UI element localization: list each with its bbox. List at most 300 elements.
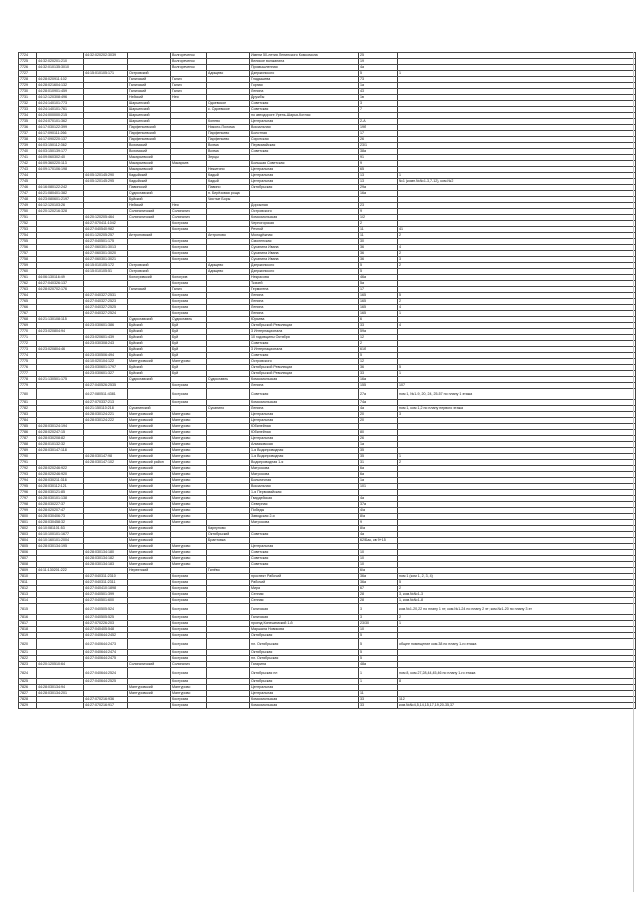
city-cell: Кострома xyxy=(171,604,207,615)
house-cell: 7 xyxy=(359,107,398,113)
street-cell: Северная xyxy=(250,502,359,508)
street-cell: Юбилейная xyxy=(250,430,359,436)
row-number: 7732 xyxy=(19,101,37,107)
row-number: 7737 xyxy=(19,131,37,137)
house-cell: 12 xyxy=(359,335,398,341)
district-cell: Вохомский xyxy=(128,149,171,155)
settlement-cell: Сусанино xyxy=(207,406,250,412)
row-number: 7780 xyxy=(19,389,37,400)
parcel-number xyxy=(37,639,84,650)
district-cell: Парфеньевский xyxy=(128,137,171,143)
row-number: 7796 xyxy=(19,490,37,496)
district-cell: Нейский xyxy=(128,203,171,209)
house-cell: 36а xyxy=(359,580,398,586)
house-cell: 9 xyxy=(359,209,398,215)
parcel-number: 44:24:140101:761 xyxy=(37,107,84,113)
street-cell: пл. Октябрьская xyxy=(250,639,359,650)
row-number: 7735 xyxy=(19,119,37,125)
row-number: 7760 xyxy=(19,269,37,275)
city-cell: Мантурово xyxy=(171,472,207,478)
parcel-number: 44:09:170106:198 xyxy=(37,167,84,173)
district-cell xyxy=(128,389,171,400)
building-number: 44:23:030601:1797 xyxy=(84,365,128,371)
house-cell: 10 xyxy=(359,562,398,568)
city-cell: Мантурово xyxy=(171,442,207,448)
settlement-cell: Конево xyxy=(207,119,250,125)
city-cell: Нея xyxy=(171,203,207,209)
premises-cell: 8 xyxy=(398,679,636,685)
row-number: 7726 xyxy=(19,65,37,71)
house-cell: 8/а xyxy=(359,514,398,520)
city-cell: Мантурово xyxy=(171,454,207,460)
row-number: 7818 xyxy=(19,627,37,633)
street-cell: Дружбы xyxy=(250,95,359,101)
house-cell: 33 xyxy=(359,703,398,709)
settlement-cell: Нежитино xyxy=(207,167,250,173)
street-cell: Рабочий xyxy=(250,580,359,586)
parcel-number: 44:32:010135:3010 xyxy=(37,65,84,71)
district-cell: Мантуровский xyxy=(128,436,171,442)
parcel-number: 44:28:030406:73 xyxy=(37,514,84,520)
building-number: 44:27:040644:2525 xyxy=(84,679,128,685)
settlement-cell: Вохма xyxy=(207,149,250,155)
row-number: 7820 xyxy=(19,639,37,650)
street-cell: Сусанина Ивана xyxy=(250,251,359,257)
house-cell: 10 xyxy=(359,550,398,556)
row-number: 7825 xyxy=(19,679,37,685)
row-number: 7755 xyxy=(19,239,37,245)
city-cell: Кострома xyxy=(171,633,207,639)
row-number: 7828 xyxy=(19,697,37,703)
house-cell: 28 xyxy=(359,598,398,604)
building-number: 44:27:040540:982 xyxy=(84,227,128,233)
city-cell: Мантурово xyxy=(171,359,207,365)
house-cell: 46а xyxy=(359,275,398,281)
house-cell: 65 xyxy=(359,167,398,173)
street-cell: Советская xyxy=(250,556,359,562)
city-cell: Кострома xyxy=(171,227,207,233)
row-number: 7781 xyxy=(19,400,37,406)
row-number: 7803 xyxy=(19,532,37,538)
settlement-cell: Октябрьский xyxy=(207,532,250,538)
house-cell: 6а xyxy=(359,472,398,478)
street-cell: Ленина xyxy=(250,305,359,311)
house-cell: 35 xyxy=(359,454,398,460)
premises-cell: пом 1, ком 1,2 по плану первого этажа xyxy=(398,406,636,412)
house-cell: 2 xyxy=(359,221,398,227)
city-cell: Волгореченск xyxy=(171,53,207,59)
house-cell: 5 xyxy=(359,656,398,662)
row-number: 7768 xyxy=(19,317,37,323)
row-number: 7727 xyxy=(19,71,37,77)
row-number: 7746 xyxy=(19,185,37,191)
house-cell: 3 xyxy=(359,604,398,615)
building-number: 44:27:040501:600 xyxy=(84,598,128,604)
house-cell: 1 xyxy=(359,668,398,679)
street-cell: Матросова xyxy=(250,466,359,472)
building-number: 44:23:030601:327 xyxy=(84,371,128,377)
district-cell xyxy=(128,639,171,650)
building-number: 44:27:060301:3021 xyxy=(84,257,128,263)
district-cell: Буйский xyxy=(128,335,171,341)
house-cell: 1а xyxy=(359,478,398,484)
row-number: 7741 xyxy=(19,155,37,161)
row-number: 7775 xyxy=(19,359,37,365)
city-cell: Кострома xyxy=(171,679,207,685)
street-cell: Центральная xyxy=(250,544,359,550)
parcel-number: 44:28:030134:94 xyxy=(37,685,84,691)
district-cell: Мантуровский xyxy=(128,508,171,514)
city-cell: Кострома xyxy=(171,299,207,305)
street-cell: Гладышева xyxy=(250,77,359,83)
parcel-number xyxy=(37,668,84,679)
street-cell: Ленина xyxy=(250,89,359,95)
city-cell: Буй xyxy=(171,341,207,347)
house-cell: 91 xyxy=(359,155,398,161)
premises-cell: 107 xyxy=(398,383,636,389)
city-cell: Мантурово xyxy=(171,514,207,520)
house-cell: 4а xyxy=(359,406,398,412)
city-cell: Кострома xyxy=(171,621,207,627)
settlement-cell: Карпуново xyxy=(207,526,250,532)
settlement-cell: Адищево xyxy=(207,71,250,77)
parcel-number: 44:28:030124:194 xyxy=(37,424,84,430)
parcel-number: 44:28:020246:922 xyxy=(37,466,84,472)
street-cell: Центральная xyxy=(250,119,359,125)
district-cell: Буйский xyxy=(128,329,171,335)
row-number: 7742 xyxy=(19,161,37,167)
street-cell: Речной xyxy=(250,227,359,233)
district-cell xyxy=(128,703,171,709)
building-number: 44:23:030601:386 xyxy=(84,323,128,329)
row-number: 7739 xyxy=(19,143,37,149)
row-number: 7824 xyxy=(19,668,37,679)
street-cell: Советская xyxy=(250,101,359,107)
premises-cell: 2 xyxy=(398,251,636,257)
district-cell: Кологривский xyxy=(128,275,171,281)
row-number: 7751 xyxy=(19,215,37,221)
house-cell: 20 xyxy=(359,418,398,424)
street-cell: Маршала Новикова xyxy=(250,627,359,633)
street-cell: Центральная xyxy=(250,167,359,173)
building-number: 44:28:030134:180 xyxy=(84,550,128,556)
street-cell: Матросова xyxy=(250,472,359,478)
building-number: 44:23:030506:494 xyxy=(84,353,128,359)
street-cell: Дзержинского xyxy=(250,71,359,77)
house-cell: 5 xyxy=(359,263,398,269)
house-cell: 4а xyxy=(359,532,398,538)
premises-cell: 4 xyxy=(398,323,636,329)
settlement-cell: Зерцы xyxy=(207,155,250,161)
district-cell: Мантуровский xyxy=(128,691,171,697)
row-number: 7758 xyxy=(19,257,37,263)
district-cell: Мантуровский xyxy=(128,685,171,691)
street-cell: Советская xyxy=(250,353,359,359)
row-number: 7740 xyxy=(19,149,37,155)
district-cell: Судиславский xyxy=(128,317,171,323)
row-number: 7724 xyxy=(19,53,37,59)
district-cell: Мантуровский xyxy=(128,550,171,556)
house-cell: 1а xyxy=(359,442,398,448)
settlement-cell: Парфеньево xyxy=(207,131,250,137)
row-number: 7790 xyxy=(19,454,37,460)
parcel-number: 44:21:130501:175 xyxy=(37,377,84,383)
street-cell: Дорожная xyxy=(250,203,359,209)
city-cell: Мантурово xyxy=(171,691,207,697)
parcel-number: 44:28:030208:82 xyxy=(37,436,84,442)
parcel-number: 44:27:040326:137 xyxy=(37,281,84,287)
scan-margin-line xyxy=(633,52,634,892)
row-number: 7815 xyxy=(19,604,37,615)
row-number: 7813 xyxy=(19,592,37,598)
premises-cell: 3 xyxy=(398,412,636,418)
street-cell: Великое волжанина xyxy=(250,59,359,65)
street-cell: пл. Октябрьская xyxy=(250,656,359,662)
building-number: 44:27:040505:525 xyxy=(84,615,128,621)
row-number: 7738 xyxy=(19,137,37,143)
settlement-cell: Парфеньево xyxy=(207,137,250,143)
house-cell: 165 xyxy=(359,299,398,305)
street-cell: Комсомольская xyxy=(250,377,359,383)
district-cell: Мантуровский xyxy=(128,359,171,365)
street-cell: Дзержинского xyxy=(250,269,359,275)
house-cell: 67 xyxy=(359,586,398,592)
parcel-number: 44:32:020201:210 xyxy=(37,59,84,65)
row-number: 7774 xyxy=(19,353,37,359)
city-cell: Волгореченск xyxy=(171,65,207,71)
building-number: 44:27:070216:917 xyxy=(84,703,128,709)
district-cell: Буйский xyxy=(128,323,171,329)
street-cell: Ленина xyxy=(250,383,359,389)
house-cell: 19б xyxy=(359,125,398,131)
parcel-number: 44:10:100101:1677 xyxy=(37,532,84,538)
street-cell: Водопроводная 1-я xyxy=(250,460,359,466)
settlement-cell xyxy=(207,389,250,400)
district-cell: Мантуровский xyxy=(128,454,171,460)
city-cell: Кострома xyxy=(171,257,207,263)
street-cell: Советская xyxy=(250,149,359,155)
district-cell: Мантуровский xyxy=(128,484,171,490)
premises-cell: 3, ком.№№1-3 xyxy=(398,592,636,598)
row-number: 7728 xyxy=(19,77,37,83)
city-cell: Нея xyxy=(171,95,207,101)
parcel-number: 44:28:030134:195 xyxy=(37,544,84,550)
street-cell: Черногорская xyxy=(250,221,359,227)
premises-cell: 2 xyxy=(398,263,636,269)
city-cell: Мантурово xyxy=(171,466,207,472)
row-number: 7770 xyxy=(19,329,37,335)
street-cell: 1-я Водопроводная xyxy=(250,454,359,460)
district-cell xyxy=(128,604,171,615)
parcel-number: 44:28:021604:132 xyxy=(37,83,84,89)
row-number: 7763 xyxy=(19,287,37,293)
street-cell: Мира xyxy=(250,586,359,592)
row-number: 7782 xyxy=(19,406,37,412)
house-cell: 5 xyxy=(359,633,398,639)
city-cell: Кострома xyxy=(171,239,207,245)
premises-cell: 1 xyxy=(398,371,636,377)
city-cell: Кострома xyxy=(171,293,207,299)
district-cell: Макарьевский xyxy=(128,167,171,173)
house-cell: 16а xyxy=(359,191,398,197)
row-number: 7750 xyxy=(19,209,37,215)
row-number: 7777 xyxy=(19,371,37,377)
row-number: 7789 xyxy=(19,448,37,454)
building-number: 44:05:120145:290 xyxy=(84,173,128,179)
building-number: 44:27:040327:2523 xyxy=(84,299,128,305)
house-cell: 33 xyxy=(359,697,398,703)
street-cell: Юбилейная xyxy=(250,424,359,430)
house-cell: 38а xyxy=(359,149,398,155)
house-cell: 10 xyxy=(359,556,398,562)
house-cell: 1/2 xyxy=(359,215,398,221)
district-cell: Мантуровский район xyxy=(128,460,171,466)
parcel-number: 44:17:030122:399 xyxy=(37,125,84,131)
building-number: 44:15:010105:51 xyxy=(84,269,128,275)
city-cell: Мантурово xyxy=(171,424,207,430)
district-cell: Галичский xyxy=(128,287,171,293)
premises-cell: 112 xyxy=(398,697,636,703)
parcel-number: 44:28:030134:201 xyxy=(37,691,84,697)
house-cell: 59а xyxy=(359,329,398,335)
row-number: 7792 xyxy=(19,466,37,472)
city-cell: Мантурово xyxy=(171,556,207,562)
house-cell: 20 xyxy=(359,412,398,418)
house-cell: 3 xyxy=(359,615,398,621)
premises-cell: 2 xyxy=(398,299,636,305)
parcel-number: 44:28:020911:102 xyxy=(37,77,84,83)
district-cell: Вохомский xyxy=(128,143,171,149)
district-cell: Мантуровский xyxy=(128,448,171,454)
district-cell: Буйский xyxy=(128,353,171,359)
building-number: 44:10:020104:122 xyxy=(84,359,128,365)
parcel-number: 44:17:090111:266 xyxy=(37,131,84,137)
house-cell: 37а xyxy=(359,502,398,508)
parcel-number: 44:24:070101:362 xyxy=(37,119,84,125)
premises-cell: ком.№1-20,22 по плану 1 эт; ком.№1-24 по плану 2 эт; ком.№1-20 по плану 3 эт xyxy=(398,604,636,615)
house-cell: 3 xyxy=(359,101,398,107)
premises-cell: 4 xyxy=(398,305,636,311)
settlement-cell: Кадый xyxy=(207,173,250,179)
parcel-number xyxy=(37,604,84,615)
city-cell: Кострома xyxy=(171,627,207,633)
street-cell: проезд Кинешемский 1-й xyxy=(250,621,359,627)
parcel-number: 44:20:120510:64 xyxy=(37,662,84,668)
house-cell: 23/30 xyxy=(359,621,398,627)
city-cell: Кологрив xyxy=(171,275,207,281)
street-cell: Большая Советская xyxy=(250,161,359,167)
row-number: 7773 xyxy=(19,347,37,353)
settlement-cell xyxy=(207,703,250,709)
house-cell: 155 xyxy=(359,383,398,389)
street-cell: Алмазовская xyxy=(250,442,359,448)
district-cell: Макарьевский xyxy=(128,155,171,161)
house-cell: 80 xyxy=(359,430,398,436)
district-cell: Буйский xyxy=(128,341,171,347)
street-cell: Центральная xyxy=(250,691,359,697)
street-cell: по автодороге Урень-Шарья-Котлас xyxy=(250,113,359,119)
city-cell: Кострома xyxy=(171,656,207,662)
building-number: 44:27:040644:2474 xyxy=(84,650,128,656)
street-cell: Комсомольская xyxy=(250,697,359,703)
street-cell: Ленина xyxy=(250,299,359,305)
row-number: 7821 xyxy=(19,650,37,656)
building-number: 44:27:040644:2475 xyxy=(84,656,128,662)
house-cell: 36 xyxy=(359,245,398,251)
district-cell: Мантуровский xyxy=(128,544,171,550)
city-cell: Солигалич xyxy=(171,662,207,668)
city-cell: Кострома xyxy=(171,245,207,251)
house-cell: 23/1 xyxy=(359,143,398,149)
parcel-number: 44:10:081101:53 xyxy=(37,526,84,532)
city-cell: Волгореченск xyxy=(171,59,207,65)
building-number: 44:01:120205:257 xyxy=(84,233,128,239)
street-cell: 10 годовщины Октября xyxy=(250,335,359,341)
parcel-number: 44:09:360220:113 xyxy=(37,161,84,167)
table-row xyxy=(19,668,636,679)
district-cell: Кадыйский xyxy=(128,173,171,179)
street-cell: Центральная xyxy=(250,179,359,185)
street-cell: Болотная xyxy=(250,131,359,137)
parcel-number: 44:17:090220:137 xyxy=(37,137,84,143)
premises-cell: 1 xyxy=(398,454,636,460)
city-cell: Кострома xyxy=(171,574,207,580)
premises-cell: пом 8, ком.27,28,44,45,46 по плану 1-го этажа xyxy=(398,668,636,679)
street-cell: Центральная xyxy=(250,436,359,442)
premises-cell: 2 xyxy=(398,233,636,239)
house-cell: 17 xyxy=(359,131,398,137)
district-cell: Нерехтский xyxy=(128,568,171,574)
house-cell: 2 xyxy=(359,341,398,347)
city-cell: Солигалич xyxy=(171,215,207,221)
row-number: 7747 xyxy=(19,191,37,197)
house-cell: 5а xyxy=(359,281,398,287)
street-cell: Островского xyxy=(250,209,359,215)
building-number: 44:27:040311:2310 xyxy=(84,574,128,580)
row-number: 7826 xyxy=(19,685,37,691)
street-cell: Галичская xyxy=(250,615,359,621)
street-cell: Ленина xyxy=(250,311,359,317)
street-cell: Смоленская xyxy=(250,239,359,245)
settlement-cell: Кадый xyxy=(207,179,250,185)
street-cell: 1-я Водопроводная xyxy=(250,448,359,454)
district-cell: Павинский xyxy=(128,185,171,191)
city-cell: Мантурово xyxy=(171,544,207,550)
district-cell: Мантуровский xyxy=(128,478,171,484)
settlement-cell: Одоевское xyxy=(207,101,250,107)
district-cell: Мантуровский xyxy=(128,538,171,544)
parcel-number: 44:28:030101:138 xyxy=(37,496,84,502)
row-number: 7822 xyxy=(19,656,37,662)
premises-cell: 1 xyxy=(398,71,636,77)
district-cell: Мантуровский xyxy=(128,424,171,430)
settlement-cell xyxy=(207,604,250,615)
row-number: 7800 xyxy=(19,514,37,520)
building-number: 44:32:020202:3039 xyxy=(84,53,128,59)
settlement-cell: Брантовка xyxy=(207,538,250,544)
house-cell: 1в xyxy=(359,95,398,101)
city-cell: Мантурово xyxy=(171,412,207,418)
settlement-cell: Гилёво xyxy=(207,568,250,574)
city-cell: Кострома xyxy=(171,586,207,592)
city-cell: Галич xyxy=(171,287,207,293)
street-cell: Октябрьская xyxy=(250,679,359,685)
row-number: 7736 xyxy=(19,125,37,131)
building-number: 44:27:080511:4381 xyxy=(84,389,128,400)
district-cell: Мантуровский xyxy=(128,562,171,568)
building-number: 44:27:040327:2531 xyxy=(84,293,128,299)
row-number: 7778 xyxy=(19,377,37,383)
